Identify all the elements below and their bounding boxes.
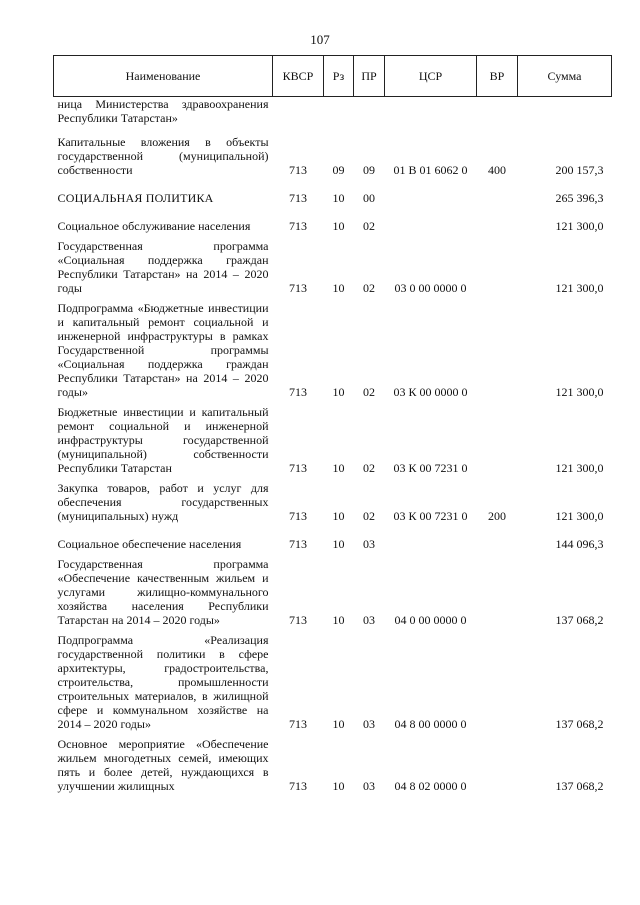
row-csr: 03 К 00 0000 0 — [393, 385, 468, 399]
row-pr: 03 — [363, 779, 375, 793]
row-kvsr: 713 — [289, 779, 307, 793]
row-rz: 10 — [332, 385, 345, 399]
row-sum: 121 300,0 — [555, 385, 604, 399]
row-sum: 121 300,0 — [555, 219, 604, 233]
table-row — [54, 295, 612, 399]
row-vr: 400 — [488, 163, 506, 177]
row-pr: 03 — [363, 717, 375, 731]
row-sum: 137 068,2 — [555, 613, 604, 627]
header-sum: Сумма — [518, 56, 612, 97]
row-csr — [385, 523, 477, 551]
table-row — [54, 233, 612, 295]
row-vr: 200 — [488, 509, 506, 523]
row-sum: 265 396,3 — [555, 191, 604, 205]
table-row — [54, 177, 612, 205]
header-name: Наименование — [54, 56, 273, 97]
row-rz: 10 — [332, 717, 345, 731]
header-pr: ПР — [354, 56, 385, 97]
row-name: Государственная программа «Обеспечение качественным жильем и услугами жилищно-коммунального хозяйства населения Республики Татарстан на 2014 – 2020 годы» — [57, 557, 269, 627]
row-csr — [385, 177, 477, 205]
row-csr: 04 8 02 0000 0 — [394, 779, 467, 793]
row-csr — [385, 205, 477, 233]
row-vr — [477, 97, 518, 126]
row-pr: 09 — [363, 163, 375, 177]
row-vr — [477, 399, 518, 475]
table-header — [54, 56, 612, 97]
row-name: Социальное обслуживание населения — [57, 219, 251, 233]
row-csr: 01 В 01 6062 0 — [393, 163, 468, 177]
row-pr: 02 — [363, 509, 375, 523]
row-rz: 10 — [332, 219, 345, 233]
row-name: Подпрограмма «Реализация государственной политики в сфере архитектуры, градостроительства, строительства, промышленности строительных материалов, в жилищной сфере и коммунальном хозяйстве на 2014 – 2020 годы» — [57, 633, 269, 731]
row-name: Капитальные вложения в объекты государственной (муниципальной) собственности — [57, 135, 269, 177]
row-sum: 137 068,2 — [555, 717, 604, 731]
row-sum: 137 068,2 — [555, 779, 604, 793]
row-name: Подпрограмма «Бюджетные инвестиции и капитальный ремонт социальной и инженерной инфраструктуры в рамках Государственной программы «Социальная поддержка граждан Республики Татарстан» на 2014 – 2020 годы» — [57, 301, 269, 399]
row-pr: 02 — [363, 281, 375, 295]
row-vr — [477, 205, 518, 233]
row-name: Социальное обеспечение населения — [57, 537, 242, 551]
table-row — [54, 399, 612, 475]
row-csr: 03 К 00 7231 0 — [393, 461, 468, 475]
row-pr: 02 — [363, 461, 375, 475]
row-name: Государственная программа «Социальная поддержка граждан Республики Татарстан» на 2014 – 2020 годы — [57, 239, 269, 295]
row-kvsr: 713 — [289, 219, 307, 233]
row-sum: 121 300,0 — [555, 461, 604, 475]
row-kvsr: 713 — [289, 281, 307, 295]
row-rz: 10 — [332, 613, 345, 627]
row-sum: 144 096,3 — [555, 537, 604, 551]
row-rz: 10 — [332, 191, 345, 205]
row-kvsr — [273, 97, 324, 126]
row-sum — [518, 97, 612, 126]
header-csr: ЦСР — [385, 56, 477, 97]
table-row — [54, 97, 612, 126]
row-vr — [477, 551, 518, 627]
header-rz: Рз — [324, 56, 354, 97]
row-rz: 10 — [332, 509, 345, 523]
row-pr: 00 — [363, 191, 375, 205]
row-kvsr: 713 — [289, 717, 307, 731]
row-kvsr: 713 — [289, 163, 307, 177]
table-row — [54, 205, 612, 233]
row-kvsr: 713 — [289, 509, 307, 523]
header-vr: ВР — [477, 56, 518, 97]
row-kvsr: 713 — [289, 461, 307, 475]
row-csr — [385, 97, 477, 126]
row-name: СОЦИАЛЬНАЯ ПОЛИТИКА — [57, 191, 214, 205]
row-name: ница Министерства здравоохранения Республики Татарстан» — [57, 97, 269, 125]
table-row — [54, 125, 612, 177]
row-pr: 02 — [363, 385, 375, 399]
row-name: Закупка товаров, работ и услуг для обеспечения государственных (муниципальных) нужд — [57, 481, 269, 523]
table-row — [54, 731, 612, 793]
row-csr: 03 0 00 0000 0 — [394, 281, 467, 295]
row-pr — [354, 97, 385, 126]
row-rz — [324, 97, 354, 126]
row-vr — [477, 295, 518, 399]
budget-table — [53, 55, 612, 793]
row-sum: 200 157,3 — [555, 163, 604, 177]
table-row — [54, 627, 612, 731]
row-csr: 04 0 00 0000 0 — [394, 613, 467, 627]
row-pr: 03 — [363, 537, 375, 551]
row-rz: 10 — [332, 281, 345, 295]
row-vr — [477, 233, 518, 295]
row-kvsr: 713 — [289, 385, 307, 399]
header-kvsr: КВСР — [273, 56, 324, 97]
row-rz: 10 — [332, 537, 345, 551]
row-csr: 04 8 00 0000 0 — [394, 717, 467, 731]
row-rz: 09 — [332, 163, 345, 177]
table-row — [54, 551, 612, 627]
row-pr: 03 — [363, 613, 375, 627]
row-kvsr: 713 — [289, 613, 307, 627]
table-row — [54, 475, 612, 523]
row-vr — [477, 177, 518, 205]
row-vr — [477, 627, 518, 731]
row-sum: 121 300,0 — [555, 281, 604, 295]
row-name: Бюджетные инвестиции и капитальный ремонт социальной и инженерной инфраструктуры государственной (муниципальной) собственности Республики Татарстан — [57, 405, 269, 475]
row-vr — [477, 523, 518, 551]
row-csr: 03 К 00 7231 0 — [393, 509, 468, 523]
table-body — [54, 97, 612, 794]
row-vr — [477, 731, 518, 793]
row-name: Основное мероприятие «Обеспечение жильем многодетных семей, имеющих пять и более детей, нуждающихся в улучшении жилищных — [57, 737, 269, 793]
page-number: 107 — [310, 32, 330, 47]
row-rz: 10 — [332, 461, 345, 475]
row-rz: 10 — [332, 779, 345, 793]
row-pr: 02 — [363, 219, 375, 233]
row-sum: 121 300,0 — [555, 509, 604, 523]
table-row — [54, 523, 612, 551]
row-kvsr: 713 — [289, 191, 307, 205]
row-kvsr: 713 — [289, 537, 307, 551]
